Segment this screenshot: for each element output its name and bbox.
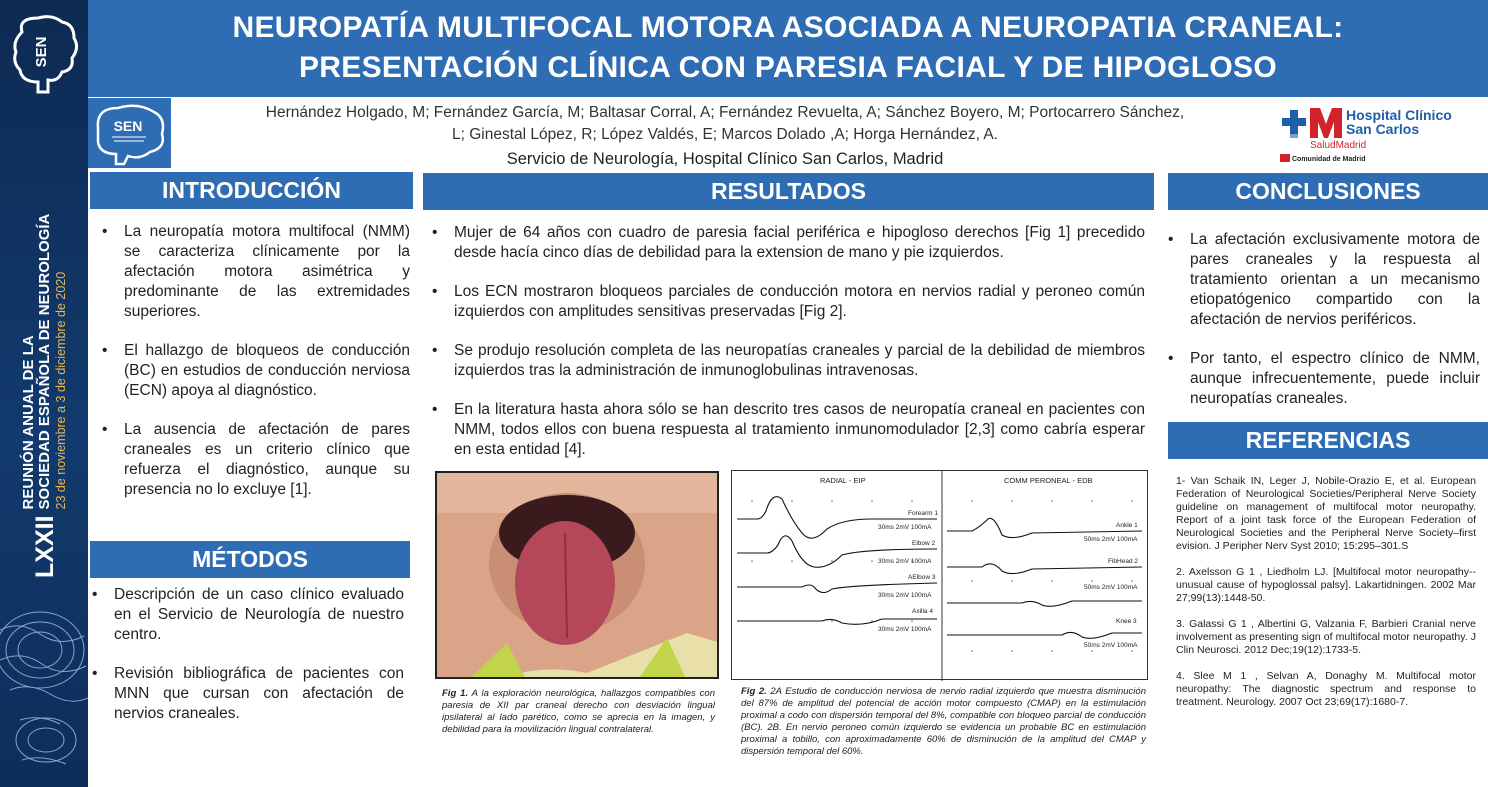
sen-logo-text: SEN — [33, 36, 50, 68]
fig2-text: 2A Estudio de conducción nerviosa de nervio radial izquierdo que muestra disminución del 87% de amplitud del potencial de acción motor compuesto (CMAP) en la estimulación proximal a codo con dispersión temporal del 8%, compatible con bloqueo parcial de conducción (BC). 2B. En nervio peroneo común izquierdo se evidencia un probable BC en estimulación proximal a tobillo, con aproximadamente 60% de disminución de la amplitud del CMAP y dispersión temporal del 60%. — [741, 686, 1146, 757]
reference-item: 1- Van Schaik IN, Leger J, Nobile-Orazio E, et al. European Federation of Neurological Societies/Peripheral Nerve Society guideline on management of multifocal motor neuropathy. Report of a joint task force of the European Federation of Neurological Societies and the Peripheral Nerve Society–first evision. J Peripher Nerv Syst 2010; 15:295–301.S — [1176, 475, 1476, 552]
panel-a-label-2: Elbow 2 — [912, 540, 936, 547]
figure-2-caption — [741, 686, 1146, 758]
intro-list — [90, 222, 410, 519]
intro-item: • El hallazgo de bloqueos de conducción (BC) en estudios de conducción nerviosa (ECN) apoya al diagnóstico. — [90, 341, 410, 401]
event-sidebar — [0, 0, 88, 787]
sen-small-text: SEN — [113, 118, 143, 134]
event-line1: REUNIÓN ANUAL DE LA — [20, 335, 37, 510]
conclusions-item: • La afectación exclusivamente motora de pares craneales y la respuesta al tratamiento orientan a un mecanismo etiopatógenico compartido con la afectación de nervios periféricos. — [1156, 230, 1480, 330]
fig2-label: Fig 2. — [741, 686, 767, 697]
panel-a-scale: 30ms 2mV 100mA — [878, 524, 932, 531]
salud-madrid: SaludMadrid — [1310, 140, 1367, 151]
references-list — [1176, 475, 1476, 722]
references-heading: REFERENCIAS — [1168, 422, 1488, 459]
figure-2-image — [731, 470, 1148, 680]
comunidad-madrid: Comunidad de Madrid — [1292, 156, 1366, 163]
panel-a-scale: 30ms 2mV 100mA — [878, 626, 932, 633]
event-banner — [6, 214, 84, 578]
results-list — [420, 223, 1145, 479]
poster-title — [88, 0, 1488, 97]
authors-line1: Hernández Holgado, M; Fernández García, M; Baltasar Corral, A; Fernández Revuelta, A; Sánchez Boyero, M; Portocarrero Sánchez, — [265, 104, 1185, 121]
brain-illustration — [0, 590, 88, 787]
fig1-text: A la exploración neurológica, hallazgos compatibles con paresia de XII par craneal derecho con desviación lingual ipsilateral al lado parético, como se aprecia en la imagen, y debilidad para la movilización lingual contralateral. — [442, 688, 715, 735]
reference-item: 2. Axelsson G 1 , Liedholm LJ. [Multifocal motor neuropathy--unusual cause of hypoglossal palsy]. Lakartidningen. 2002 Mar 27;99(13):1448-50. — [1176, 566, 1476, 604]
results-item: • Se produjo resolución completa de las neuropatías craneales y parcial de la debilidad de miembros izquierdos tras la administración de inmunoglobulinas intravenosas. — [420, 341, 1145, 381]
results-item: • Mujer de 64 años con cuadro de paresia facial periférica e hipogloso derechos [Fig 1] precedido desde hacía cinco días de debilidad para la extension de mano y pie izquierdos. — [420, 223, 1145, 263]
fig1-label: Fig 1. — [442, 688, 469, 699]
panel-a-label-3: AElbow 3 — [908, 574, 936, 581]
panel-b-label-2: FibHead 2 — [1108, 558, 1138, 565]
panel-a-label-4: Axilla 4 — [912, 608, 933, 615]
methods-item: • Revisión bibliográfica de pacientes con MNN que cursan con afectación de nervios craneales. — [80, 664, 404, 724]
affiliation: Servicio de Neurología, Hospital Clínico San Carlos, Madrid — [506, 150, 944, 168]
panel-b-scale: 50ms 2mV 100mA — [1084, 584, 1138, 591]
panel-b-title: COMM PERONEAL - EDB — [1004, 476, 1093, 485]
authors — [180, 102, 1270, 146]
intro-heading: INTRODUCCIÓN — [90, 172, 413, 209]
hospital-name-line2: San Carlos — [1346, 121, 1420, 137]
figure-1-caption — [442, 688, 715, 736]
conclusions-heading: CONCLUSIONES — [1168, 173, 1488, 210]
hospital-name-line1: Hospital Clínico — [1346, 107, 1452, 123]
reference-item: 3. Galassi G 1 , Albertini G, Valzania F, Barbieri Cranial nerve involvement as presenting sign of multifocal motor neuropathy. J Clin Neurosci. 2012 Dec;19(12):1733-5. — [1176, 618, 1476, 656]
conclusions-list — [1156, 230, 1480, 428]
results-heading: RESULTADOS — [423, 173, 1154, 210]
intro-item: • La ausencia de afectación de pares craneales es un criterio clínico que refuerza el diagnóstico, aunque su presencia no lo excluye [1]. — [90, 420, 410, 500]
panel-b-scale: 50ms 2mV 100mA — [1084, 642, 1138, 649]
event-number: LXXII — [30, 515, 59, 578]
results-item: • En la literatura hasta ahora sólo se han descrito tres casos de neuropatía craneal en pacientes con NMM, todos ellos con buena respuesta al tratamiento inmunomodulador [2,3] como cabría esperar en esta entidad [4]. — [420, 400, 1145, 460]
title-line1: NEUROPATÍA MULTIFOCAL MOTORA ASOCIADA A NEUROPATIA CRANEAL: — [232, 11, 1344, 44]
hospital-logo — [1280, 104, 1480, 166]
panel-b-scale: 50ms 2mV 100mA — [1084, 536, 1138, 543]
panel-a-scale: 30ms 2mV 100mA — [878, 592, 932, 599]
sen-logo — [8, 12, 80, 98]
methods-item: • Descripción de un caso clínico evaluado en el Servicio de Neurología de nuestro centro. — [80, 585, 404, 645]
results-item: • Los ECN mostraron bloqueos parciales de conducción motora en nervios radial y peroneo común izquierdos con amplitudes sensitivas preservadas [Fig 2]. — [420, 282, 1145, 322]
sen-logo-small-icon — [88, 98, 171, 168]
methods-heading: MÉTODOS — [90, 541, 410, 578]
panel-b-label-3: Knee 3 — [1116, 618, 1137, 625]
figure-1-image — [435, 471, 719, 679]
sen-logo-small — [88, 98, 171, 168]
panel-a-label-1: Forearm 1 — [908, 510, 938, 517]
panel-a-title: RADIAL - EIP — [820, 476, 866, 485]
nerve-conduction-traces — [732, 471, 1149, 681]
event-line2: SOCIEDAD ESPAÑOLA DE NEUROLOGÍA — [36, 213, 53, 510]
reference-item: 4. Slee M 1 , Selvan A, Donaghy M. Multifocal motor neuropathy: The diagnostic spectrum and response to treatment. Neurology. 2007 Oct 23;69(17):1680-7. — [1176, 670, 1476, 708]
authors-line2: L; Ginestal López, R; López Valdés, E; Marcos Dolado ,A; Horga Hernández, A. — [452, 126, 998, 143]
event-dates: 23 de noviembre a 3 de diciembre de 2020 — [54, 271, 68, 510]
hospital-logo-icon — [1280, 104, 1480, 166]
methods-list — [80, 585, 404, 743]
panel-b-label-1: Ankle 1 — [1116, 522, 1138, 529]
title-line2: PRESENTACIÓN CLÍNICA CON PARESIA FACIAL Y DE HIPOGLOSO — [299, 51, 1277, 84]
panel-a-scale: 30ms 2mV 100mA — [878, 558, 932, 565]
tongue-photo — [437, 473, 719, 679]
intro-item: • La neuropatía motora multifocal (NMM) se caracteriza clínicamente por la afectación motora asimétrica y predominante de las extremidades superiores. — [90, 222, 410, 322]
conclusions-item: • Por tanto, el espectro clínico de NMM, aunque infrecuentemente, puede incluir neuropatías craneales. — [1156, 349, 1480, 409]
